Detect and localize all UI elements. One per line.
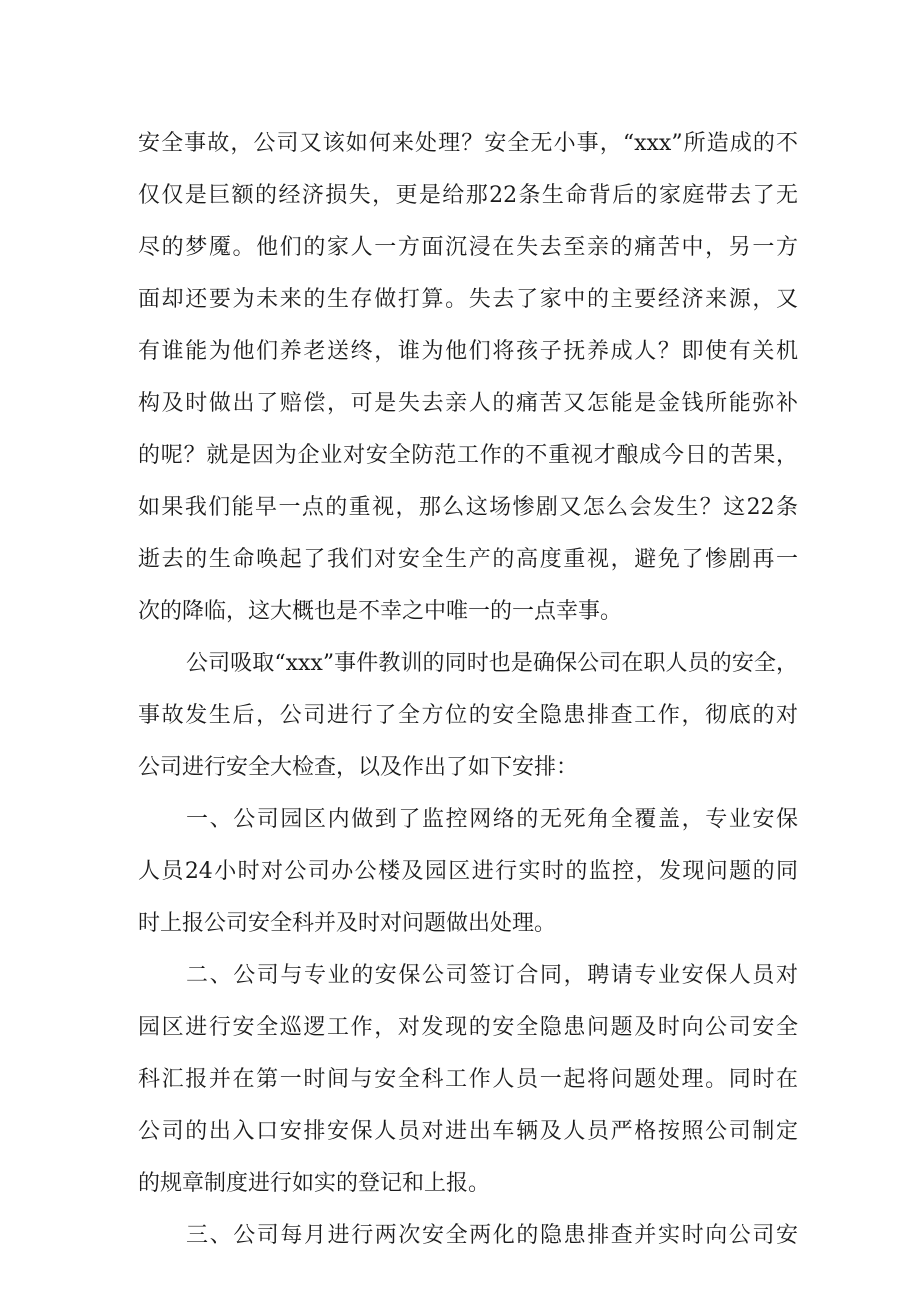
- paragraph-first-line: 公司吸取“xxx”事件教训的同时也是确保公司在职人员的安全，: [186, 651, 798, 676]
- text-line: 安全事故，公司又该如何来处理？安全无小事，“xxx”所造成的不: [138, 131, 798, 156]
- text-line: 面却还要为未来的生存做打算。失去了家中的主要经济来源，又: [138, 287, 798, 312]
- list-item-2-first-line: 二、公司与专业的安保公司签订合同，聘请专业安保人员对: [186, 963, 798, 988]
- list-item-3-first-line: 三、公司每月进行两次安全两化的隐患排查并实时向公司安: [186, 1223, 798, 1248]
- text-line: 尽的梦魇。他们的家人一方面沉浸在失去至亲的痛苦中，另一方: [138, 235, 798, 260]
- list-item-1-first-line: 一、公司园区内做到了监控网络的无死角全覆盖，专业安保: [186, 807, 798, 832]
- text-line: 逝去的生命唤起了我们对安全生产的高度重视，避免了惨剧再一: [138, 547, 798, 572]
- text-line: 的规章制度进行如实的登记和上报。: [138, 1171, 491, 1196]
- text-line: 园区进行安全巡逻工作，对发现的安全隐患问题及时向公司安全: [138, 1015, 798, 1040]
- text-line: 仅仅是巨额的经济损失，更是给那22条生命背后的家庭带去了无: [138, 183, 798, 208]
- text-line: 时上报公司安全科并及时对问题做出处理。: [138, 911, 557, 936]
- text-line: 的呢？就是因为企业对安全防范工作的不重视才酿成今日的苦果，: [138, 443, 798, 468]
- text-line: 如果我们能早一点的重视，那么这场惨剧又怎么会发生？这22条: [138, 495, 798, 520]
- text-line: 事故发生后，公司进行了全方位的安全隐患排查工作，彻底的对: [138, 703, 798, 728]
- text-line: 构及时做出了赔偿，可是失去亲人的痛苦又怎能是金钱所能弥补: [138, 391, 798, 416]
- text-line: 科汇报并在第一时间与安全科工作人员一起将问题处理。同时在: [138, 1067, 798, 1092]
- text-line: 公司的出入口安排安保人员对进出车辆及人员严格按照公司制定: [138, 1119, 798, 1144]
- text-line: 人员24小时对公司办公楼及园区进行实时的监控，发现问题的同: [138, 859, 798, 884]
- text-line: 有谁能为他们养老送终，谁为他们将孩子抚养成人？即使有关机: [138, 339, 798, 364]
- text-line: 公司进行安全大检查，以及作出了如下安排：: [138, 755, 579, 780]
- text-line: 次的降临，这大概也是不幸之中唯一的一点幸事。: [138, 599, 623, 624]
